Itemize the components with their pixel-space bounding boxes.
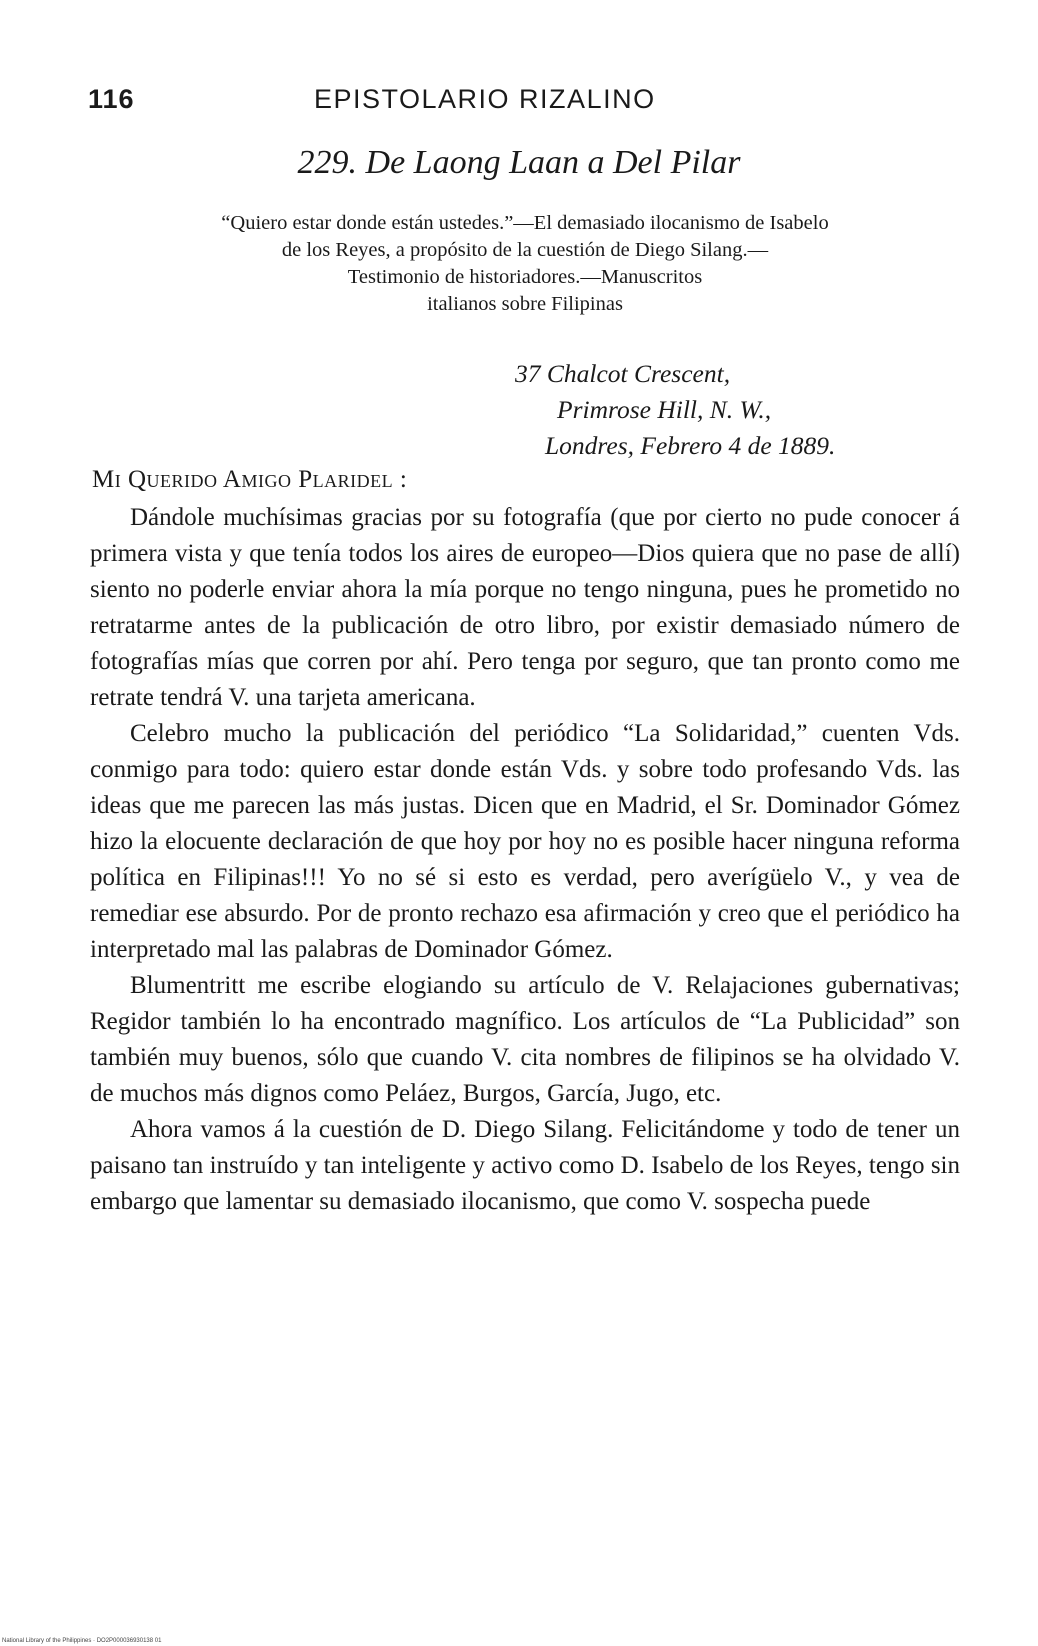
summary-line: italianos sobre Filipinas bbox=[427, 293, 623, 315]
summary-line: de los Reyes, a propósito de la cuestión de Diego Silang.— bbox=[281, 239, 769, 261]
salutation: Mi Querido Amigo Plaridel : bbox=[92, 466, 408, 493]
address-date-line: Londres, Febrero 4 de 1889. bbox=[545, 431, 836, 460]
page-number: 116 bbox=[88, 84, 135, 114]
letter-body bbox=[90, 500, 960, 1220]
summary-line: Testimonio de historiadores.—Manuscritos bbox=[347, 266, 703, 288]
running-head bbox=[88, 84, 958, 124]
body-paragraph: Blumentritt me escribe elogiando su artículo de V. Relajaciones gubernativas; Regidor también lo ha encontrado magnífico. Los artículos de “La Publicidad” son también muy buenos, sólo que cuando V. cita nombres de filipinos se ha olvidado V. de muchos más dignos como Peláez, Burgos, García, Jugo, etc. bbox=[90, 972, 960, 1107]
address-line: Primrose Hill, N. W., bbox=[557, 395, 772, 424]
letter-summary bbox=[90, 210, 960, 318]
body-paragraph: Dándole muchísimas gracias por su fotografía (que por cierto no pude conocer á primera vista y que tenía todos los aires de europeo—Dios quiera que no pase de allí) siento no poderle enviar ahora la mía porque no tengo ninguna, pues he prometido no retratarme antes de la publicación de otro libro, por existir demasiado número de fotografías mías que corren por ahí. Pero tenga por seguro, que tan pronto como me retrate tendrá V. una tarjeta americana. bbox=[90, 504, 960, 711]
summary-line: “Quiero estar donde están ustedes.”—El demasiado ilocanismo de Isabelo bbox=[221, 212, 829, 234]
book-title: EPISTOLARIO RIZALINO bbox=[314, 84, 656, 114]
source-note: National Library of the Philippines · DO2P000036930138 01 bbox=[2, 1638, 162, 1644]
letter-heading: 229. De Laong Laan a Del Pilar bbox=[297, 144, 741, 181]
address-line: 37 Chalcot Crescent, bbox=[515, 359, 731, 388]
sender-address bbox=[515, 356, 835, 464]
body-paragraph: Ahora vamos á la cuestión de D. Diego Silang. Felicitándome y todo de tener un paisano tan instruído y tan inteligente y activo como D. Isabelo de los Reyes, tengo sin embargo que lamentar su demasiado ilocanismo, que como V. sospecha puede bbox=[90, 1116, 960, 1215]
body-paragraph: Celebro mucho la publicación del periódico “La Solidaridad,” cuenten Vds. conmigo para todo: quiero estar donde están Vds. y sobre todo profesando Vds. las ideas que me parecen las más justas. Dicen que en Madrid, el Sr. Dominador Gómez hizo la elocuente declaración de que hoy por hoy no es posible hacer ninguna reforma política en Filipinas!!! Yo no sé si esto es verdad, pero averígüelo V., y vea de remediar ese absurdo. Por de pronto rechazo esa afirmación y creo que el periódico ha interpretado mal las palabras de Dominador Gómez. bbox=[90, 720, 960, 963]
